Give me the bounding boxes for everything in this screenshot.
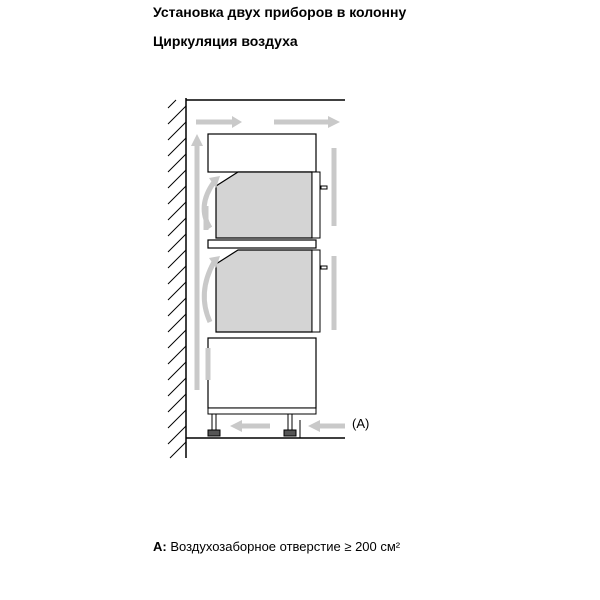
lower-appliance-door xyxy=(312,250,320,332)
cabinet-plinth xyxy=(208,408,316,414)
bottom-cabinet xyxy=(208,338,316,408)
page-subtitle: Циркуляция воздуха xyxy=(153,33,298,49)
legend-key: A: xyxy=(153,539,167,554)
upper-appliance-door xyxy=(312,172,320,238)
wall-hatching xyxy=(168,100,186,458)
top-cabinet xyxy=(208,134,316,172)
cabinet-foot xyxy=(284,430,296,436)
upper-appliance-handle xyxy=(321,186,327,189)
lower-appliance xyxy=(216,250,312,332)
legend-text: Воздухозаборное отверстие ≥ 200 см² xyxy=(170,539,401,554)
lower-appliance-handle xyxy=(321,266,327,269)
intake-callout-label: (A) xyxy=(352,416,370,431)
cabinet-leg xyxy=(288,414,292,430)
middle-shelf xyxy=(208,240,316,248)
upper-appliance xyxy=(216,172,312,238)
page-title: Установка двух приборов в колонну xyxy=(153,4,407,20)
cabinet-foot xyxy=(208,430,220,436)
legend-caption xyxy=(153,539,400,554)
cabinet-leg xyxy=(212,414,216,430)
